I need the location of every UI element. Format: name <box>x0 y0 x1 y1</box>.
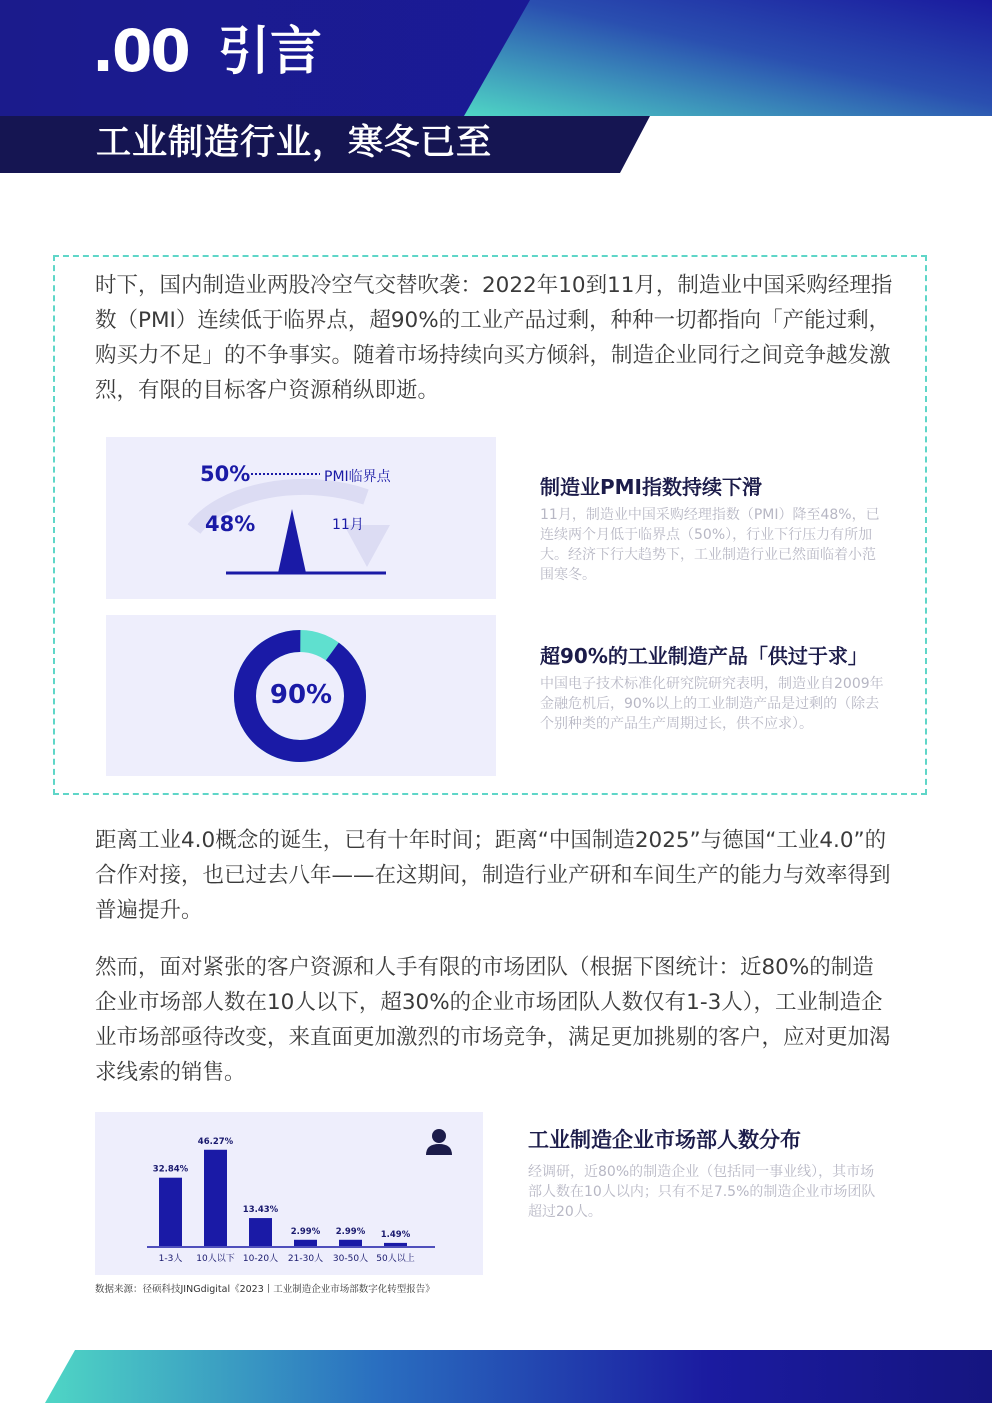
chart-panel <box>95 1112 483 1275</box>
value-label-2: 13.43% <box>242 1205 279 1216</box>
category-label-5: 50人以上 <box>376 1254 415 1264</box>
pmi-graphic <box>106 437 496 599</box>
pmi-peak <box>278 509 306 573</box>
body-paragraph-2: 然而，面对紧张的客户资源和人手有限的市场团队（根据下图统计：近80%的制造企业市场部人数在10人以下，超30%的企业市场团队人数仅有1-3人），工业制造企业市场部亟待改变，来直面更加激烈的市场竞争，满足更加挑剔的客户，应对更加渴求线索的销售。 <box>95 955 891 1085</box>
bar-3 <box>294 1240 317 1246</box>
bar-2 <box>249 1218 272 1246</box>
category-label-0: 1-3人 <box>158 1254 183 1264</box>
bar-chart <box>95 1112 483 1275</box>
intro-paragraph: 时下，国内制造业两股冷空气交替吹袭：2022年10到11月，制造业中国采购经理指数（PMI）连续低于临界点，超90%的工业产品过剩，种种一切都指向「产能过剩，购买力不足」的不争事实。随着市场持续向买方倾斜，制造企业同行之间竞争越发激烈，有限的目标客户资源稍纵即逝。 <box>95 273 893 403</box>
category-label-3: 21-30人 <box>287 1254 324 1264</box>
oversupply-card-text: 中国电子技术标准化研究院研究表明，制造业自2009年金融危机后，90%以上的工业制造产品是过剩的（除去个别种类的产品生产周期过长，供不应求）。 <box>540 676 884 732</box>
body-paragraph-1: 距离工业4.0概念的诞生，已有十年时间；距离“中国制造2025”与德国“工业4.0”的合作对接，也已过去八年——在这期间，制造行业产研和车间生产的能力与效率得到普遍提升。 <box>95 828 891 923</box>
donut-label: 90% <box>269 680 333 710</box>
month-label: 11月 <box>332 517 364 533</box>
person-icon <box>426 1129 452 1155</box>
bar-0 <box>159 1178 182 1246</box>
bar-4 <box>339 1240 362 1246</box>
section-title: 引言 <box>218 22 323 82</box>
pmi-card-title: 制造业PMI指数持续下滑 <box>540 475 763 499</box>
footer-band <box>0 1347 992 1403</box>
oversupply-panel <box>106 615 496 776</box>
category-label-1: 10人以下 <box>196 1254 235 1264</box>
category-label-4: 30-50人 <box>332 1254 369 1264</box>
chart-card-text: 经调研，近80%的制造企业（包括同一事业线），其市场部人数在10人以内；只有不足7.5%的制造企业市场团队超过20人。 <box>528 1164 876 1220</box>
page-subtitle: 工业制造行业，寒冬已至 <box>96 123 493 163</box>
threshold-value: 50% <box>200 462 251 486</box>
data-source: 数据来源：径硕科技JINGdigital《2023丨工业制造企业市场部数字化转型报告》 <box>95 1284 435 1295</box>
value-label-5: 1.49% <box>380 1229 411 1240</box>
value-label-4: 2.99% <box>335 1226 366 1237</box>
section-number: .00 <box>92 17 189 85</box>
pmi-card-text: 11月，制造业中国采购经理指数（PMI）降至48%，已连续两个月低于临界点（50%），行业下行压力有所加大。经济下行大趋势下，工业制造行业已然面临着小范围寒冬。 <box>540 507 880 583</box>
value-label-0: 32.84% <box>152 1164 189 1175</box>
threshold-label: PMI临界点 <box>324 469 391 485</box>
value-label-3: 2.99% <box>290 1226 321 1237</box>
oversupply-card-title: 超90%的工业制造产品「供过于求」 <box>540 644 868 668</box>
value-label-1: 46.27% <box>197 1136 234 1147</box>
pmi-panel <box>106 437 496 599</box>
category-label-2: 10-20人 <box>242 1254 279 1264</box>
chart-card-title: 工业制造企业市场部人数分布 <box>528 1128 801 1152</box>
current-pmi-value: 48% <box>205 512 256 536</box>
bar-1 <box>204 1150 227 1246</box>
bar-5 <box>384 1243 407 1246</box>
